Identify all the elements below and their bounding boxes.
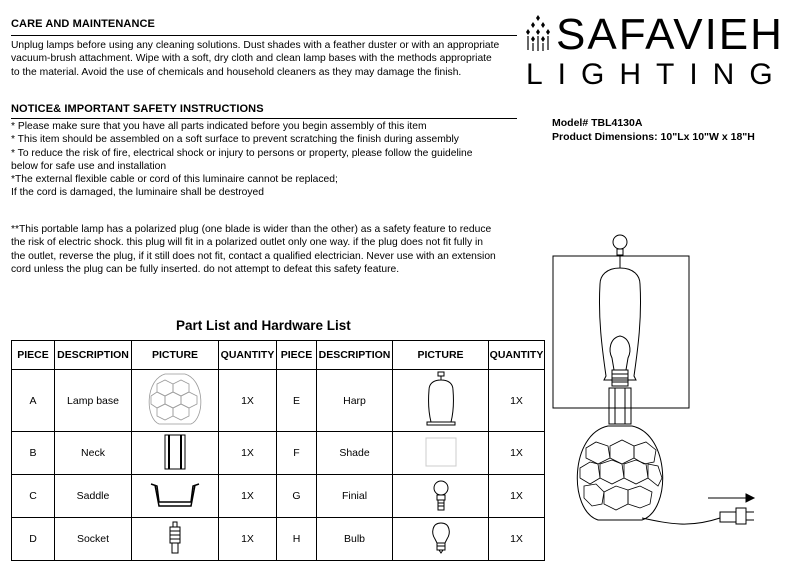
lamp-assembly-drawing xyxy=(540,228,760,538)
piece-cell: H xyxy=(277,518,317,561)
header-description: DESCRIPTION xyxy=(317,341,393,370)
bulb-icon xyxy=(429,521,453,555)
notice-line: If the cord is damaged, the luminaire shall be destroyed xyxy=(11,187,264,199)
picture-cell xyxy=(132,518,219,561)
header-picture: PICTURE xyxy=(393,341,489,370)
piece-cell: D xyxy=(12,518,55,561)
picture-cell xyxy=(132,432,219,475)
quantity-cell: 1X xyxy=(219,518,277,561)
description-cell: Neck xyxy=(55,432,132,475)
quantity-cell: 1X xyxy=(219,475,277,518)
picture-cell xyxy=(393,475,489,518)
socket-icon xyxy=(167,521,183,555)
description-cell: Finial xyxy=(317,475,393,518)
header-quantity: QUANTITY xyxy=(219,341,277,370)
piece-cell: E xyxy=(277,370,317,432)
care-line: to the material. Avoid the use of chemicals and household cleaners as they may damage the finish. xyxy=(11,66,462,78)
description-cell: Bulb xyxy=(317,518,393,561)
quantity-cell: 1X xyxy=(219,370,277,432)
table-header-row xyxy=(12,341,545,370)
care-line: vacuum-brush attachment. Wipe with a soft, dry cloth and clean lamp bases with the methods appropriate xyxy=(11,53,492,65)
care-text xyxy=(11,39,499,79)
picture-cell xyxy=(393,518,489,561)
plug-notice-text xyxy=(11,223,496,276)
care-line: Unplug lamps before using any cleaning solutions. Dust shades with a feather duster or with an appropriate xyxy=(11,40,500,51)
notice-line: * This item should be assembled on a soft surface to prevent scratching the finish during assembly xyxy=(11,134,459,146)
table-row xyxy=(12,370,545,432)
neck-icon xyxy=(160,433,190,471)
piece-cell: C xyxy=(12,475,55,518)
notice-line: * Please make sure that you have all parts indicated before you begin assembly of this item xyxy=(11,121,427,132)
piece-cell: B xyxy=(12,432,55,475)
table-row xyxy=(12,432,545,475)
lamp-base-icon xyxy=(143,370,207,428)
dimensions-label: Product Dimensions: xyxy=(552,131,658,143)
description-cell: Saddle xyxy=(55,475,132,518)
saddle-icon xyxy=(147,480,203,510)
notice-text xyxy=(11,120,473,200)
picture-cell xyxy=(132,370,219,432)
quantity-cell: 1X xyxy=(489,370,545,432)
table-row xyxy=(12,518,545,561)
care-heading: CARE AND MAINTENANCE xyxy=(11,18,155,30)
finial-icon xyxy=(431,478,451,512)
header-piece: PIECE xyxy=(277,341,317,370)
plug-line: the risk of electric shock. this plug will fit in a polarized outlet only one way. if the plug does not fit fully in xyxy=(11,237,483,249)
quantity-cell: 1X xyxy=(489,518,545,561)
parts-table xyxy=(11,340,545,561)
description-cell: Lamp base xyxy=(55,370,132,432)
description-cell: Socket xyxy=(55,518,132,561)
plug-line: **This portable lamp has a polarized plug (one blade is wider than the other) as a safety feature to reduce xyxy=(11,224,492,235)
piece-cell: G xyxy=(277,475,317,518)
model-value: TBL4130A xyxy=(591,117,643,129)
piece-cell: A xyxy=(12,370,55,432)
table-row xyxy=(12,475,545,518)
dimensions-value: 10"Lx 10"W x 18"H xyxy=(660,131,755,143)
description-cell: Harp xyxy=(317,370,393,432)
quantity-cell: 1X xyxy=(489,475,545,518)
header-piece: PIECE xyxy=(12,341,55,370)
picture-cell xyxy=(393,370,489,432)
plug-line: the outlet, reverse the plug, if it still does not fit, contact a qualified electrician. Never use with an extension xyxy=(11,250,496,262)
header-picture: PICTURE xyxy=(132,341,219,370)
parts-table-title: Part List and Hardware List xyxy=(176,318,351,333)
notice-line: * To reduce the risk of fire, electrical shock or injury to persons or property, please follow the guideline xyxy=(11,147,473,159)
brand-logo-subtext: LIGHTING xyxy=(526,58,788,91)
quantity-cell: 1X xyxy=(489,432,545,475)
brand-logo-text: SAFAVIEH xyxy=(556,10,784,59)
description-cell: Shade xyxy=(317,432,393,475)
picture-cell xyxy=(132,475,219,518)
quantity-cell: 1X xyxy=(219,432,277,475)
header-description: DESCRIPTION xyxy=(55,341,132,370)
notice-divider xyxy=(11,118,517,119)
harp-icon xyxy=(421,370,461,428)
header-quantity: QUANTITY xyxy=(489,341,545,370)
picture-cell xyxy=(393,432,489,475)
piece-cell: F xyxy=(277,432,317,475)
notice-heading: NOTICE& IMPORTANT SAFETY INSTRUCTIONS xyxy=(11,103,264,115)
shade-icon xyxy=(424,436,458,468)
chandelier-logo-icon xyxy=(522,14,554,52)
plug-line: cord unless the plug can be fully inserted. do not attempt to defeat this safety feature. xyxy=(11,263,400,275)
model-info xyxy=(552,116,755,144)
notice-line: *The external flexible cable or cord of this luminaire cannot be replaced; xyxy=(11,174,338,186)
notice-line: below for safe use and installation xyxy=(11,160,167,172)
model-label: Model# xyxy=(552,117,589,129)
care-divider xyxy=(11,35,517,36)
